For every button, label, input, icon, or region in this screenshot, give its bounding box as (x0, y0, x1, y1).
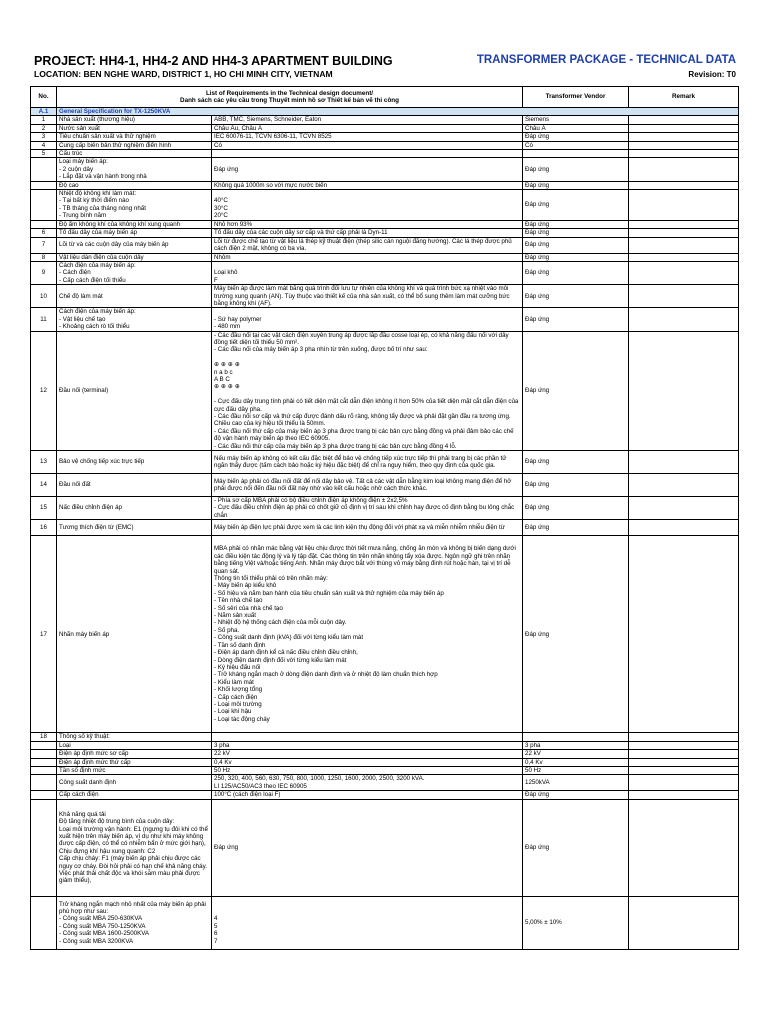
row-no: 5 (31, 150, 57, 158)
row-remark (629, 791, 739, 799)
row-vendor: Đáp ứng (523, 133, 629, 141)
row-no: 6 (31, 229, 57, 237)
col-remark-header: Remark (629, 87, 739, 108)
row-requirement: 100°C (cách điện loại F) (212, 791, 523, 799)
table-row (31, 799, 739, 896)
document-page (30, 0, 738, 950)
row-remark (629, 116, 739, 124)
row-requirement: 4 5 6 7 (212, 896, 523, 949)
section-row (31, 108, 739, 116)
row-item: Lõi từ và các cuộn dây của máy biến áp (57, 237, 212, 253)
table-row (31, 766, 739, 774)
row-requirement: Có (212, 141, 523, 149)
revision-label: Revision: T0 (688, 70, 736, 79)
table-row (31, 285, 739, 308)
row-item: Cung cấp biên bản thử nghiệm điển hình (57, 141, 212, 149)
table-row (31, 775, 739, 791)
row-no (31, 758, 57, 766)
table-row (31, 261, 739, 284)
table-row (31, 190, 739, 221)
row-vendor: Đáp ứng (523, 331, 629, 451)
row-item: Điện áp định mức thứ cấp (57, 758, 212, 766)
row-item: Loại (57, 741, 212, 749)
table-header-row (31, 87, 739, 108)
row-no: 9 (31, 261, 57, 284)
row-remark (629, 220, 739, 228)
row-requirement: Lõi từ được chế tạo từ vật liệu lá thép kỹ thuật điện (thép silic cán nguội đẳng hướng). Các lá thép được phủ cách điện 2 mặt, không có ba via. (212, 237, 523, 253)
row-remark (629, 733, 739, 741)
row-requirement: Máy biến áp phải có đầu nối đất để nối dây bảo vệ. Tất cả các vật dẫn bằng kim loại không mang điện để hở phải được nối đến đầu nối đất này nhờ vào kết cấu hoặc nhờ cách thức khác. (212, 474, 523, 497)
row-vendor: Đáp ứng (523, 253, 629, 261)
row-vendor: Đáp ứng (523, 308, 629, 331)
row-item: Nấc điều chỉnh điện áp (57, 497, 212, 520)
row-requirement: Loại khô F (212, 261, 523, 284)
section-no: A.1 (31, 108, 57, 116)
row-item: Nhãn máy biến áp (57, 536, 212, 733)
table-row (31, 331, 739, 451)
table-row (31, 253, 739, 261)
row-vendor: Đáp ứng (523, 799, 629, 896)
table-row (31, 158, 739, 181)
row-item: Công suất danh định (57, 775, 212, 791)
row-item: Loại máy biến áp: - 2 cuộn dây - Lắp đặt và vận hành trong nhà (57, 158, 212, 181)
table-row (31, 791, 739, 799)
requirements-header-en: List of Requirements in the Technical design document/ (205, 89, 374, 97)
row-no (31, 181, 57, 189)
row-remark (629, 451, 739, 474)
row-requirement: Nếu máy biến áp không có kết cấu đặc biệt để bảo vệ chống tiếp xúc trực tiếp thì phải trang bị các phần tử ngăn thấy được (tấm cách bảo hoặc ký hiệu đặc biệt) để chỉ ra nguy hiểm, theo quy định của quốc gia. (212, 451, 523, 474)
row-requirement: Châu Âu, Châu Á (212, 124, 523, 132)
row-vendor: Châu Á (523, 124, 629, 132)
row-requirement (212, 150, 523, 158)
table-row (31, 741, 739, 749)
row-requirement: 50 Hz (212, 766, 523, 774)
row-remark (629, 229, 739, 237)
row-remark (629, 181, 739, 189)
row-item: Đầu nối (terminal) (57, 331, 212, 451)
row-requirement: Nhỏ hơn 93% (212, 220, 523, 228)
row-vendor (523, 150, 629, 158)
row-remark (629, 758, 739, 766)
row-requirement: Không quá 1000m so với mực nước biển (212, 181, 523, 189)
row-item: Tiêu chuẩn sản xuất và thử nghiệm (57, 133, 212, 141)
row-no: 15 (31, 497, 57, 520)
row-vendor: Đáp ứng (523, 497, 629, 520)
table-row (31, 150, 739, 158)
row-item: Độ ẩm không khí của không khí xung quanh (57, 220, 212, 228)
row-item: Đầu nối đất (57, 474, 212, 497)
row-item: Tần số định mức (57, 766, 212, 774)
row-item: Nước sản xuất (57, 124, 212, 132)
row-remark (629, 799, 739, 896)
row-no: 16 (31, 520, 57, 536)
row-vendor: Đáp ứng (523, 190, 629, 221)
row-vendor: Đáp ứng (523, 451, 629, 474)
table-row (31, 220, 739, 228)
row-no: 1 (31, 116, 57, 124)
row-requirement: Máy biến áp điện lực phải được xem là các linh kiện thụ động đối với phát xạ và miễn nhiễm nhiễu điện từ (212, 520, 523, 536)
package-title: TRANSFORMER PACKAGE - TECHNICAL DATA (476, 54, 736, 66)
row-vendor: 5,00% ± 10% (523, 896, 629, 949)
row-no: 18 (31, 733, 57, 741)
table-row (31, 141, 739, 149)
row-item: Tương thích điện từ (EMC) (57, 520, 212, 536)
col-no-header: No. (31, 87, 57, 108)
row-vendor: 22 kV (523, 750, 629, 758)
row-requirement: 0,4 Kv (212, 758, 523, 766)
row-requirement: 40°C 30°C 20°C (212, 190, 523, 221)
row-item: Nhà sản xuất (thương hiệu) (57, 116, 212, 124)
table-row (31, 750, 739, 758)
row-item: Điện áp định mức sơ cấp (57, 750, 212, 758)
row-item: Thông số kỹ thuật: (57, 733, 212, 741)
row-vendor: Đáp ứng (523, 261, 629, 284)
row-requirement: 3 pha (212, 741, 523, 749)
row-remark (629, 536, 739, 733)
row-requirement: - Sứ hay polymer - 480 mm (212, 308, 523, 331)
row-no: 13 (31, 451, 57, 474)
row-vendor: 0,4 Kv (523, 758, 629, 766)
row-requirement: Máy biến áp được làm mát bằng quá trình đối lưu tự nhiên của không khí và quá trình bức xạ nhiệt vào môi trường xung quanh (AN). Tùy thuộc vào thiết kế của nhà sản xuất, có thể bổ sung thêm làm mát cưỡng bức bằng không khí (AF). (212, 285, 523, 308)
table-row (31, 237, 739, 253)
row-vendor (523, 733, 629, 741)
row-vendor: Đáp ứng (523, 474, 629, 497)
row-remark (629, 775, 739, 791)
row-requirement: 250, 320, 400, 560, 630, 750, 800, 1000, 1250, 1600, 2000, 2500, 3200 kVA. LI 125/AC50/AC3 theo IEC 60905 (212, 775, 523, 791)
project-location: LOCATION: BEN NGHE WARD, DISTRICT 1, HO CHI MINH CITY, VIETNAM (34, 69, 333, 79)
row-requirement: Đáp ứng (212, 799, 523, 896)
row-vendor: Đáp ứng (523, 158, 629, 181)
row-remark (629, 190, 739, 221)
row-no: 2 (31, 124, 57, 132)
row-requirement: - Các đầu nối tại các vật cách điện xuyên trung áp được lắp đầu cosse loại ép, có khả năng đấu nối với dây đồng tiết diện tối thiểu 50 mm². - Các đầu nối của máy biến áp 3 pha nhìn từ trên xuống, được bố trí như sau: ⊕ ⊕ ⊕ ⊕ n a b c A B C ⊕ ⊕ ⊕ ⊕ - Cực đấu dây trung tính phải có tiết diện mặt cắt dẫn điện không ít hơn 50% của tiết diện mặt cắt dẫn điện của cực đấu dây pha. - Các đầu nối sơ cấp và thứ cấp được đánh dấu rõ ràng, không tẩy được và phải đặt gần đầu ra tương ứng. Chiều cao của ký hiệu tối thiểu là 50mm. - Các đầu nối thứ cấp của máy biến áp 3 pha được trang bị các bản cực bằng đồng và phải đảm bảo các chế độ vận hành máy biến áp theo IEC 60905. - Các đầu nối thứ cấp của máy biến áp 3 pha được trang bị các bản cực bằng đồng 4 lỗ. (212, 331, 523, 451)
row-vendor: Đáp ứng (523, 220, 629, 228)
row-vendor: Có (523, 141, 629, 149)
project-title: PROJECT: HH4-1, HH4-2 AND HH4-3 APARTMENT BUILDING (34, 54, 393, 68)
requirements-table (30, 86, 739, 950)
row-remark (629, 474, 739, 497)
row-no (31, 896, 57, 949)
row-item: Cách điện của máy biến áp: - Cách điện - Cấp cách điện tối thiểu (57, 261, 212, 284)
row-remark (629, 237, 739, 253)
table-row (31, 474, 739, 497)
row-requirement: Nhôm (212, 253, 523, 261)
row-vendor: Đáp ứng (523, 536, 629, 733)
row-requirement: MBA phải có nhãn mác bằng vật liệu chịu được thời tiết mưa nắng, chống ăn mòn và không bị biến dạng dưới các điều kiện tác động lý và lý tập đặt. Các thông tin trên nhãn không tẩy xóa được. Ngôn ngữ ghi trên nhãn bằng tiếng Việt và/hoặc tiếng Anh. Nhãn máy được bắt với thùng vỏ máy bằng đinh rút hoặc hàn, tại vị trí dễ quan sát. Thông tin tối thiểu phải có trên nhãn máy: - Máy biến áp kiểu khô - Số hiệu và năm ban hành của tiêu chuẩn sản xuất và thử nghiệm của máy biến áp - Tên nhà chế tạo - Số sêri của nhà chế tạo - Năm sản xuất - Nhiệt độ hệ thống cách điện của mỗi cuộn dây. - Số pha. - Công suất danh định (kVA) đối với từng kiểu làm mát - Tần số danh định - Điện áp danh định kể cả nấc điều chỉnh điều chỉnh, - Dòng điện danh định đối với từng kiểu làm mát - Ký hiệu đấu nối - Trở kháng ngắn mạch ở dòng điện danh định và ở nhiệt độ làm chuẩn thích hợp - Kiểu làm mát - Khối lượng tổng - Cấp cách điện - Loại môi trường - Loại khí hậu - Loại tác động cháy (212, 536, 523, 733)
col-requirements-header (57, 87, 523, 108)
row-vendor: Đáp ứng (523, 229, 629, 237)
row-vendor: Đáp ứng (523, 237, 629, 253)
row-remark (629, 261, 739, 284)
row-item: Chế độ làm mát (57, 285, 212, 308)
row-no (31, 158, 57, 181)
row-item: Cách điện của máy biến áp: - Vật liệu chế tạo - Khoảng cách rò tối thiểu (57, 308, 212, 331)
row-requirement: IEC 60076-11, TCVN 6306-11, TCVN 8525 (212, 133, 523, 141)
row-requirement (212, 733, 523, 741)
row-no (31, 750, 57, 758)
row-remark (629, 158, 739, 181)
table-row (31, 181, 739, 189)
requirements-header-vi: Danh sách các yêu cầu trong Thuyết minh hồ sơ Thiết kế bản vẽ thi công (180, 97, 399, 104)
row-remark (629, 766, 739, 774)
row-item: Cấp cách điện (57, 791, 212, 799)
table-row (31, 536, 739, 733)
row-requirement: 22 kV (212, 750, 523, 758)
row-vendor: Siemens (523, 116, 629, 124)
row-item: Trở kháng ngắn mạch nhỏ nhất của máy biến áp phải phù hợp như sau: - Công suất MBA 250-630KVA - Công suất MBA 750-1250KVA - Công suất MBA 1600-2500KVA - Công suất MBA 3200KVA (57, 896, 212, 949)
row-remark (629, 124, 739, 132)
row-remark (629, 331, 739, 451)
row-no: 17 (31, 536, 57, 733)
row-vendor: 3 pha (523, 741, 629, 749)
row-no: 7 (31, 237, 57, 253)
row-item: Độ cao (57, 181, 212, 189)
row-remark (629, 150, 739, 158)
row-no: 12 (31, 331, 57, 451)
row-remark (629, 285, 739, 308)
row-item: Nhiệt độ không khí làm mát: - Tại bất kỳ thời điểm nào - TB tháng của tháng nóng nhất - Trung bình năm (57, 190, 212, 221)
row-no: 11 (31, 308, 57, 331)
row-remark (629, 741, 739, 749)
row-no (31, 190, 57, 221)
table-row (31, 896, 739, 949)
table-row (31, 451, 739, 474)
row-requirement: Đáp ứng (212, 158, 523, 181)
col-vendor-header: Transformer Vendor (523, 87, 629, 108)
row-vendor: Đáp ứng (523, 791, 629, 799)
table-row (31, 229, 739, 237)
document-header (30, 54, 738, 86)
row-vendor: Đáp ứng (523, 285, 629, 308)
row-no: 14 (31, 474, 57, 497)
row-no: 3 (31, 133, 57, 141)
row-remark (629, 750, 739, 758)
row-no: 10 (31, 285, 57, 308)
row-remark (629, 497, 739, 520)
row-requirement: ABB, TMC, Siemens, Schneider, Eaton (212, 116, 523, 124)
row-remark (629, 896, 739, 949)
row-remark (629, 253, 739, 261)
row-no (31, 766, 57, 774)
row-vendor: Đáp ứng (523, 181, 629, 189)
row-no (31, 791, 57, 799)
table-row (31, 733, 739, 741)
table-row (31, 497, 739, 520)
row-no (31, 741, 57, 749)
table-row (31, 116, 739, 124)
row-vendor: 50 Hz (523, 766, 629, 774)
row-no: 4 (31, 141, 57, 149)
table-row (31, 520, 739, 536)
row-item: Bảo vệ chống tiếp xúc trực tiếp (57, 451, 212, 474)
row-item: Khả năng quá tải Độ tăng nhiệt độ trung bình của cuộn dây: Loại môi trường vận hành: E1 (ngưng tụ đôi khi có thể xuất hiện trên máy biến áp, ví dụ như khi máy không được cấp điện, có thể có nhiễm bẩn ở mức giới hạn), Chịu đựng khí hậu xung quanh: C2 Cấp chịu cháy: F1 (máy biến áp phải chịu được các nguy cơ cháy. Đòi hỏi phải có hạn chế khả năng cháy. Việc phát thải chất độc và khói sẫm màu phải được giảm thiểu), (57, 799, 212, 896)
row-item: Vật liệu dẫn điện của cuộn dây (57, 253, 212, 261)
row-no (31, 220, 57, 228)
row-requirement: Tổ đấu dây của các cuộn dây sơ cấp và thứ cấp phải là Dyn-11 (212, 229, 523, 237)
row-item: Cấu trúc (57, 150, 212, 158)
row-remark (629, 141, 739, 149)
table-row (31, 308, 739, 331)
row-remark (629, 133, 739, 141)
row-vendor: 1250kVA (523, 775, 629, 791)
table-row (31, 133, 739, 141)
row-remark (629, 308, 739, 331)
row-vendor: Đáp ứng (523, 520, 629, 536)
section-title: General Specification for TX-1250KVA (57, 108, 739, 116)
row-item: Tổ đấu dây của máy biến áp (57, 229, 212, 237)
row-requirement: - Phía sơ cấp MBA phải có bộ điều chỉnh điện áp không điện ± 2x2,5% - Cực đấu điều chỉnh điện áp phải có chốt giữ cố định vị trí sau khi chỉnh hay được cố định bằng bu lông chắc chắn (212, 497, 523, 520)
table-row (31, 758, 739, 766)
row-no (31, 775, 57, 791)
row-no: 8 (31, 253, 57, 261)
row-remark (629, 520, 739, 536)
row-no (31, 799, 57, 896)
table-row (31, 124, 739, 132)
